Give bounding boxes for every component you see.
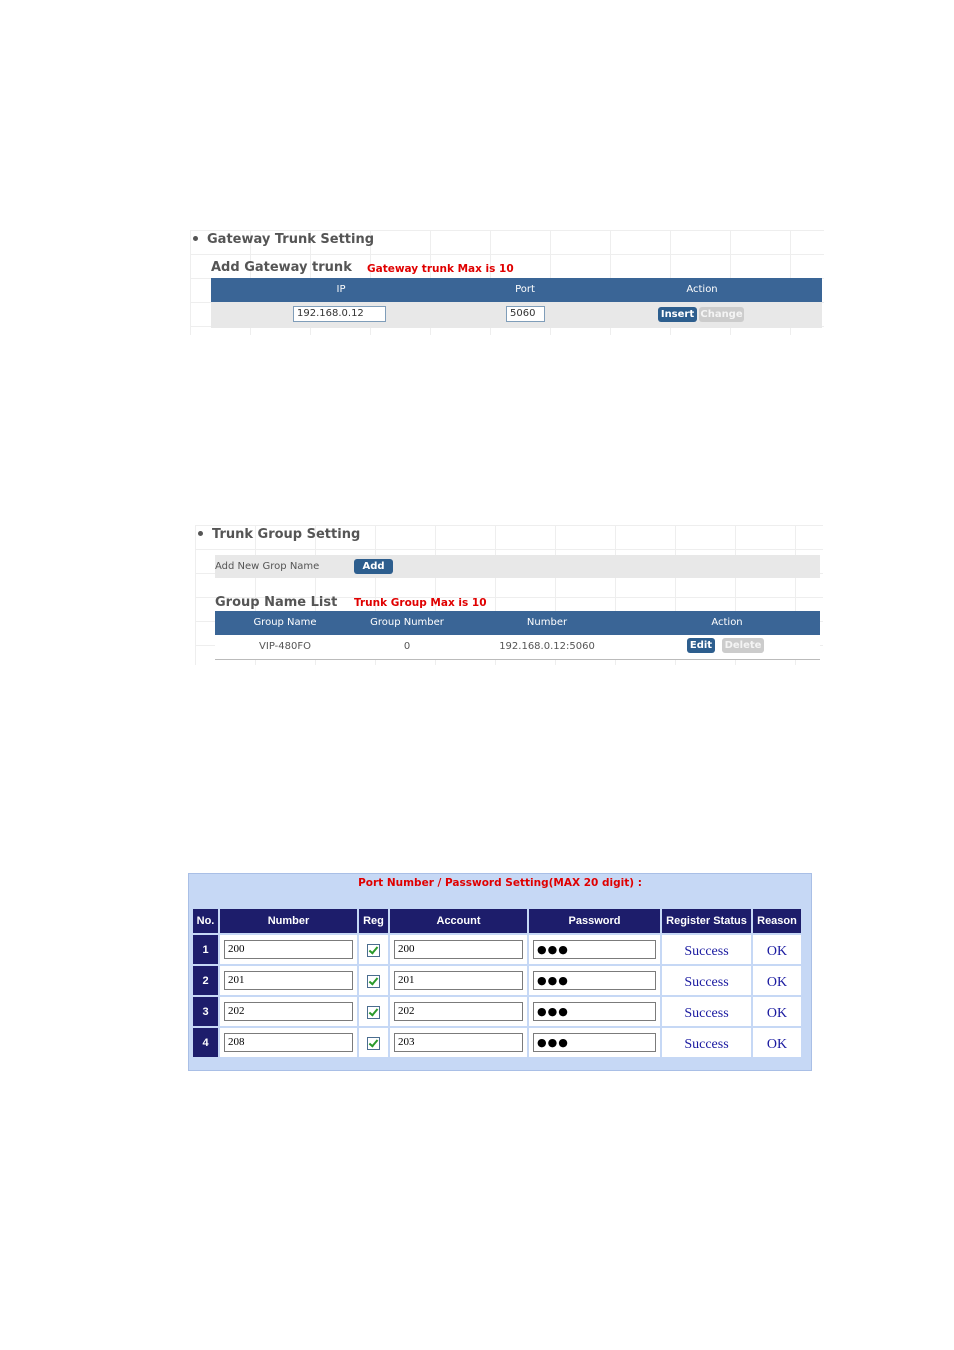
group-name-list-title: Group Name List [215, 595, 338, 610]
reason: OK [766, 1005, 788, 1021]
password-input[interactable]: ●●● [533, 1033, 656, 1052]
number-input[interactable]: 202 [224, 1002, 353, 1021]
col-account: Account [390, 909, 527, 933]
port-setting-table [191, 907, 803, 1059]
change-button[interactable]: Change [700, 309, 743, 320]
group-table-header [215, 611, 820, 635]
account-input[interactable]: 200 [394, 940, 523, 959]
number-cell [220, 997, 357, 1026]
password-input[interactable]: ●●● [533, 971, 656, 990]
reason: OK [766, 974, 788, 990]
number-input[interactable]: 201 [224, 971, 353, 990]
trunk-group-section-title: Trunk Group Setting [198, 527, 360, 542]
register-status-cell [662, 966, 751, 995]
number-cell [220, 935, 357, 964]
port-table-header [193, 909, 801, 933]
trunk-group-max-note: Trunk Group Max is 10 [354, 597, 487, 609]
col-no: No. [193, 909, 218, 933]
register-status: Success [684, 943, 729, 959]
reason: OK [766, 943, 788, 959]
col-number: Number [526, 617, 568, 628]
number-input[interactable]: 200 [224, 940, 353, 959]
reason: OK [766, 1036, 788, 1052]
account-cell [390, 966, 527, 995]
edit-button[interactable]: Edit [687, 638, 715, 653]
col-password: Password [529, 909, 660, 933]
col-group-number: Group Number [370, 617, 444, 628]
register-status: Success [684, 1036, 729, 1052]
ip-input[interactable]: 192.168.0.12 [293, 306, 386, 322]
col-group-name: Group Name [253, 617, 317, 628]
port-setting-panel [188, 873, 812, 1071]
account-input[interactable]: 201 [394, 971, 523, 990]
col-reason: Reason [753, 909, 801, 933]
reg-cell [359, 966, 388, 995]
reg-checkbox[interactable] [367, 944, 380, 957]
register-status-cell [662, 997, 751, 1026]
col-register-status: Register Status [662, 909, 751, 933]
group-table-row [215, 635, 820, 660]
col-ip: IP [336, 284, 346, 295]
number-input[interactable]: 208 [224, 1033, 353, 1052]
add-gateway-title: Add Gateway trunk [211, 260, 352, 275]
delete-button[interactable]: Delete [722, 638, 764, 653]
port-setting-title: Port Number / Password Setting(MAX 20 digit) : [358, 877, 642, 889]
table-row [193, 935, 801, 964]
col-action: Action [686, 284, 718, 295]
register-status-cell [662, 935, 751, 964]
reg-checkbox[interactable] [367, 1037, 380, 1050]
number-cell: 192.168.0.12:5060 [499, 641, 595, 652]
reg-cell [359, 997, 388, 1026]
row-number: 4 [193, 1028, 218, 1057]
col-action: Action [711, 617, 743, 628]
col-port: Port [515, 284, 535, 295]
add-group-button[interactable]: Add [354, 559, 393, 574]
insert-button[interactable]: Insert [658, 307, 697, 322]
bullet-icon [193, 236, 198, 241]
group-number-cell: 0 [403, 641, 411, 652]
password-cell [529, 966, 660, 995]
register-status: Success [684, 1005, 729, 1021]
trunk-group-panel [195, 525, 823, 665]
gateway-trunk-panel [190, 230, 824, 335]
reg-cell [359, 1028, 388, 1057]
register-status-cell [662, 1028, 751, 1057]
password-input[interactable]: ●●● [533, 940, 656, 959]
number-cell [220, 1028, 357, 1057]
reg-checkbox[interactable] [367, 1006, 380, 1019]
account-cell [390, 935, 527, 964]
account-input[interactable]: 203 [394, 1033, 523, 1052]
add-group-label: Add New Grop Name [215, 561, 320, 572]
reason-cell [753, 1028, 801, 1057]
account-cell [390, 1028, 527, 1057]
reg-cell [359, 935, 388, 964]
reason-cell [753, 966, 801, 995]
table-row [193, 1028, 801, 1057]
col-number: Number [220, 909, 357, 933]
table-row [193, 997, 801, 1026]
reason-cell [753, 997, 801, 1026]
password-cell [529, 1028, 660, 1057]
group-name-cell: VIP-480FO [259, 641, 311, 652]
account-input[interactable]: 202 [394, 1002, 523, 1021]
account-cell [390, 997, 527, 1026]
row-number: 3 [193, 997, 218, 1026]
col-reg: Reg [359, 909, 388, 933]
password-input[interactable]: ●●● [533, 1002, 656, 1021]
gateway-table-header [211, 278, 822, 302]
gateway-max-note: Gateway trunk Max is 10 [367, 263, 514, 275]
reg-checkbox[interactable] [367, 975, 380, 988]
row-number: 2 [193, 966, 218, 995]
table-row [193, 966, 801, 995]
gateway-section-title: Gateway Trunk Setting [193, 232, 374, 247]
password-cell [529, 935, 660, 964]
register-status: Success [684, 974, 729, 990]
port-input[interactable]: 5060 [506, 306, 545, 322]
password-cell [529, 997, 660, 1026]
reason-cell [753, 935, 801, 964]
number-cell [220, 966, 357, 995]
bullet-icon [198, 531, 203, 536]
row-number: 1 [193, 935, 218, 964]
